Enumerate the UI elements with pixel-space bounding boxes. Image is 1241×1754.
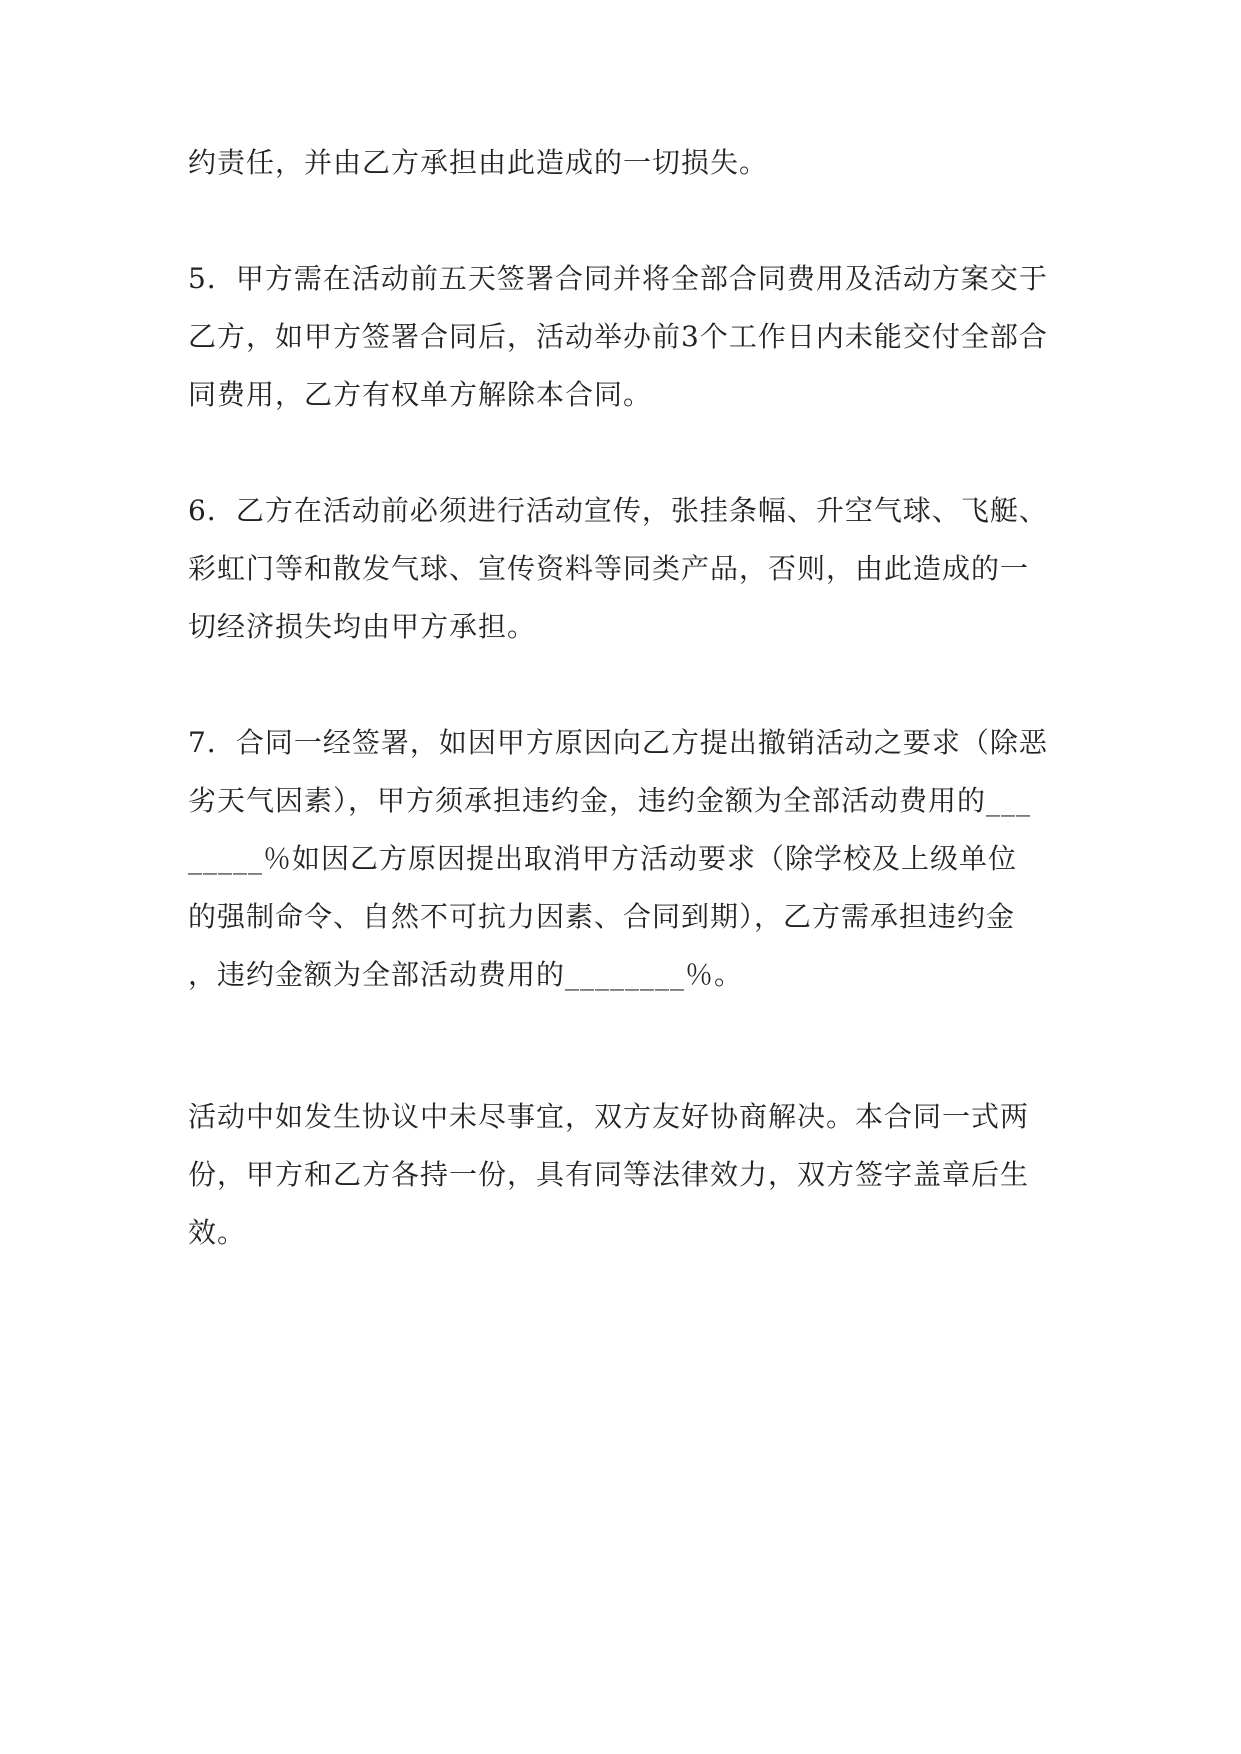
clause-7-line-2: 劣天气因素），甲方须承担违约金，违约金额为全部活动费用的___ (188, 784, 1032, 817)
clause-7-line-3: _____％如因乙方原因提出取消甲方活动要求（除学校及上级单位 (188, 842, 1018, 875)
closing-line-1: 活动中如发生协议中未尽事宜，双方友好协商解决。本合同一式两 (188, 1100, 1030, 1133)
clause-6-line-2: 彩虹门等和散发气球、宣传资料等同类产品，否则，由此造成的一 (188, 552, 1030, 585)
clause-7-line-5: ，违约金额为全部活动费用的________％。 (188, 958, 744, 991)
clause-5-line-1: 5．甲方需在活动前五天签署合同并将全部合同费用及活动方案交于 (188, 262, 1048, 295)
clause-7-line-4: 的强制命令、自然不可抗力因素、合同到期），乙方需承担违约金 (188, 900, 1016, 933)
clause-5-line-2: 乙方，如甲方签署合同后，活动举办前3个工作日内未能交付全部合 (188, 320, 1048, 353)
closing-line-3: 效。 (188, 1216, 247, 1249)
continuation-line-1: 约责任，并由乙方承担由此造成的一切损失。 (188, 146, 769, 179)
clause-7-line-1: 7．合同一经签署，如因甲方原因向乙方提出撤销活动之要求（除恶 (188, 726, 1048, 759)
clause-6-line-1: 6．乙方在活动前必须进行活动宣传，张挂条幅、升空气球、飞艇、 (188, 494, 1048, 527)
clause-6-line-3: 切经济损失均由甲方承担。 (188, 610, 537, 643)
clause-5-line-3: 同费用，乙方有权单方解除本合同。 (188, 378, 653, 411)
closing-line-2: 份，甲方和乙方各持一份，具有同等法律效力，双方签字盖章后生 (188, 1158, 1030, 1191)
